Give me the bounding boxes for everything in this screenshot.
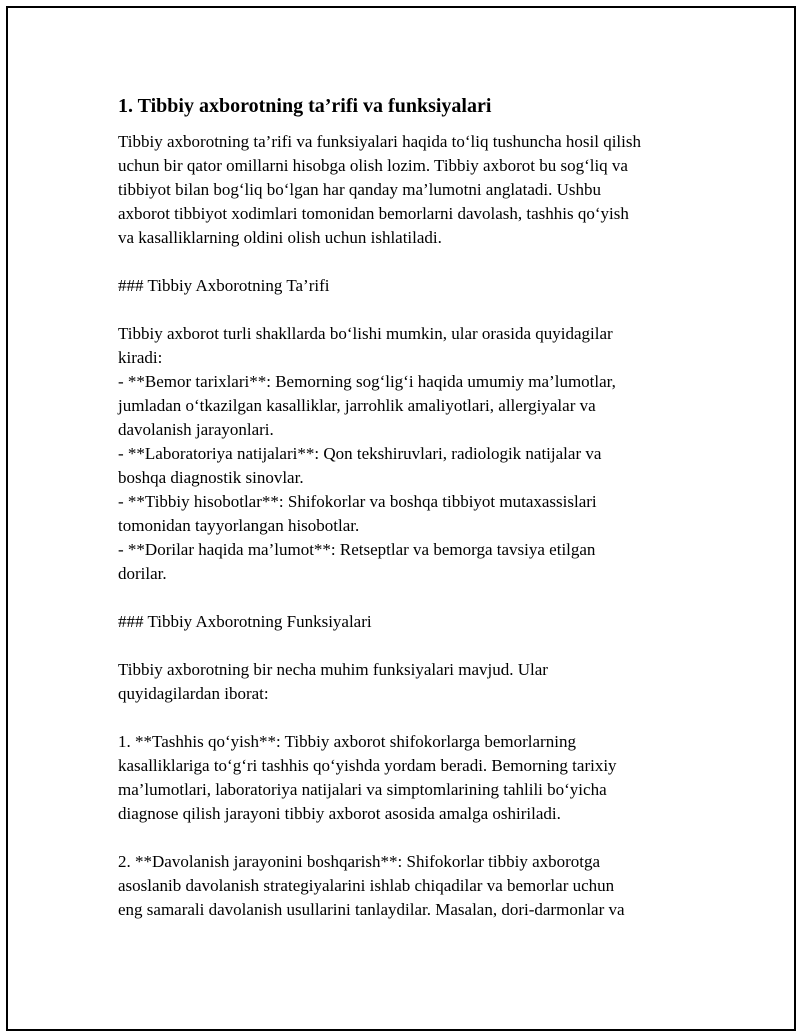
text-line: eng samarali davolanish usullarini tanlaydilar. Masalan, dori-darmonlar va	[118, 900, 625, 919]
text-line: 1. **Tashhis qo‘yish**: Tibbiy axborot shifokorlarga bemorlarning	[118, 732, 576, 751]
text-line: 2. **Davolanish jarayonini boshqarish**: Shifokorlar tibbiy axborotga	[118, 852, 601, 871]
blank-line	[118, 250, 708, 274]
text-line: ma’lumotlari, laboratoriya natijalari va simptomlarining tahlili bo‘yicha	[118, 780, 607, 799]
text-line: Tibbiy axborotning bir necha muhim funksiyalari mavjud. Ular	[118, 660, 548, 679]
blank-line	[118, 634, 708, 658]
text-line: kasalliklariga to‘g‘ri tashhis qo‘yishda yordam beradi. Bemorning tarixiy	[118, 756, 617, 775]
subheading-line: ### Tibbiy Axborotning Funksiyalari	[118, 612, 372, 631]
text-line: Tibbiy axborot turli shakllarda bo‘lishi mumkin, ular orasida quyidagilar	[118, 324, 613, 343]
text-line: davolanish jarayonlari.	[118, 420, 274, 439]
blank-line	[118, 706, 708, 730]
text-line: quyidagilardan iborat:	[118, 684, 269, 703]
text-line: tomonidan tayyorlangan hisobotlar.	[118, 516, 360, 535]
blank-line	[118, 586, 708, 610]
text-line: va kasalliklarning oldini olish uchun ishlatiladi.	[118, 228, 442, 247]
text-line: boshqa diagnostik sinovlar.	[118, 468, 304, 487]
text-line: dorilar.	[118, 564, 167, 583]
blank-line	[118, 298, 708, 322]
text-line: - **Tibbiy hisobotlar**: Shifokorlar va boshqa tibbiyot mutaxassislari	[118, 492, 597, 511]
text-line: - **Laboratoriya natijalari**: Qon tekshiruvlari, radiologik natijalar va	[118, 444, 602, 463]
text-line: - **Bemor tarixlari**: Bemorning sog‘lig‘i haqida umumiy ma’lumotlar,	[118, 372, 616, 391]
text-line: diagnose qilish jarayoni tibbiy axborot asosida amalga oshiriladi.	[118, 804, 561, 823]
subheading-line: ### Tibbiy Axborotning Ta’rifi	[118, 276, 330, 295]
text-line: uchun bir qator omillarni hisobga olish lozim. Tibbiy axborot bu sog‘liq va	[118, 156, 628, 175]
text-line: tibbiyot bilan bog‘liq bo‘lgan har qanday ma’lumotni anglatadi. Ushbu	[118, 180, 601, 199]
text-line: Tibbiy axborotning ta’rifi va funksiyalari haqida to‘liq tushuncha hosil qilish	[118, 132, 641, 151]
text-line: asoslanib davolanish strategiyalarini ishlab chiqadilar va bemorlar uchun	[118, 876, 615, 895]
text-line: jumladan o‘tkazilgan kasalliklar, jarrohlik amaliyotlari, allergiyalar va	[118, 396, 596, 415]
text-line: axborot tibbiyot xodimlari tomonidan bemorlarni davolash, tashhis qo‘yish	[118, 204, 629, 223]
text-line: kiradi:	[118, 348, 163, 367]
document-body	[118, 93, 708, 922]
text-block	[118, 130, 708, 922]
blank-line	[118, 826, 708, 850]
section-heading: 1. Tibbiy axborotning ta’rifi va funksiyalari	[118, 95, 492, 117]
text-line: - **Dorilar haqida ma’lumot**: Retseptlar va bemorga tavsiya etilgan	[118, 540, 596, 559]
